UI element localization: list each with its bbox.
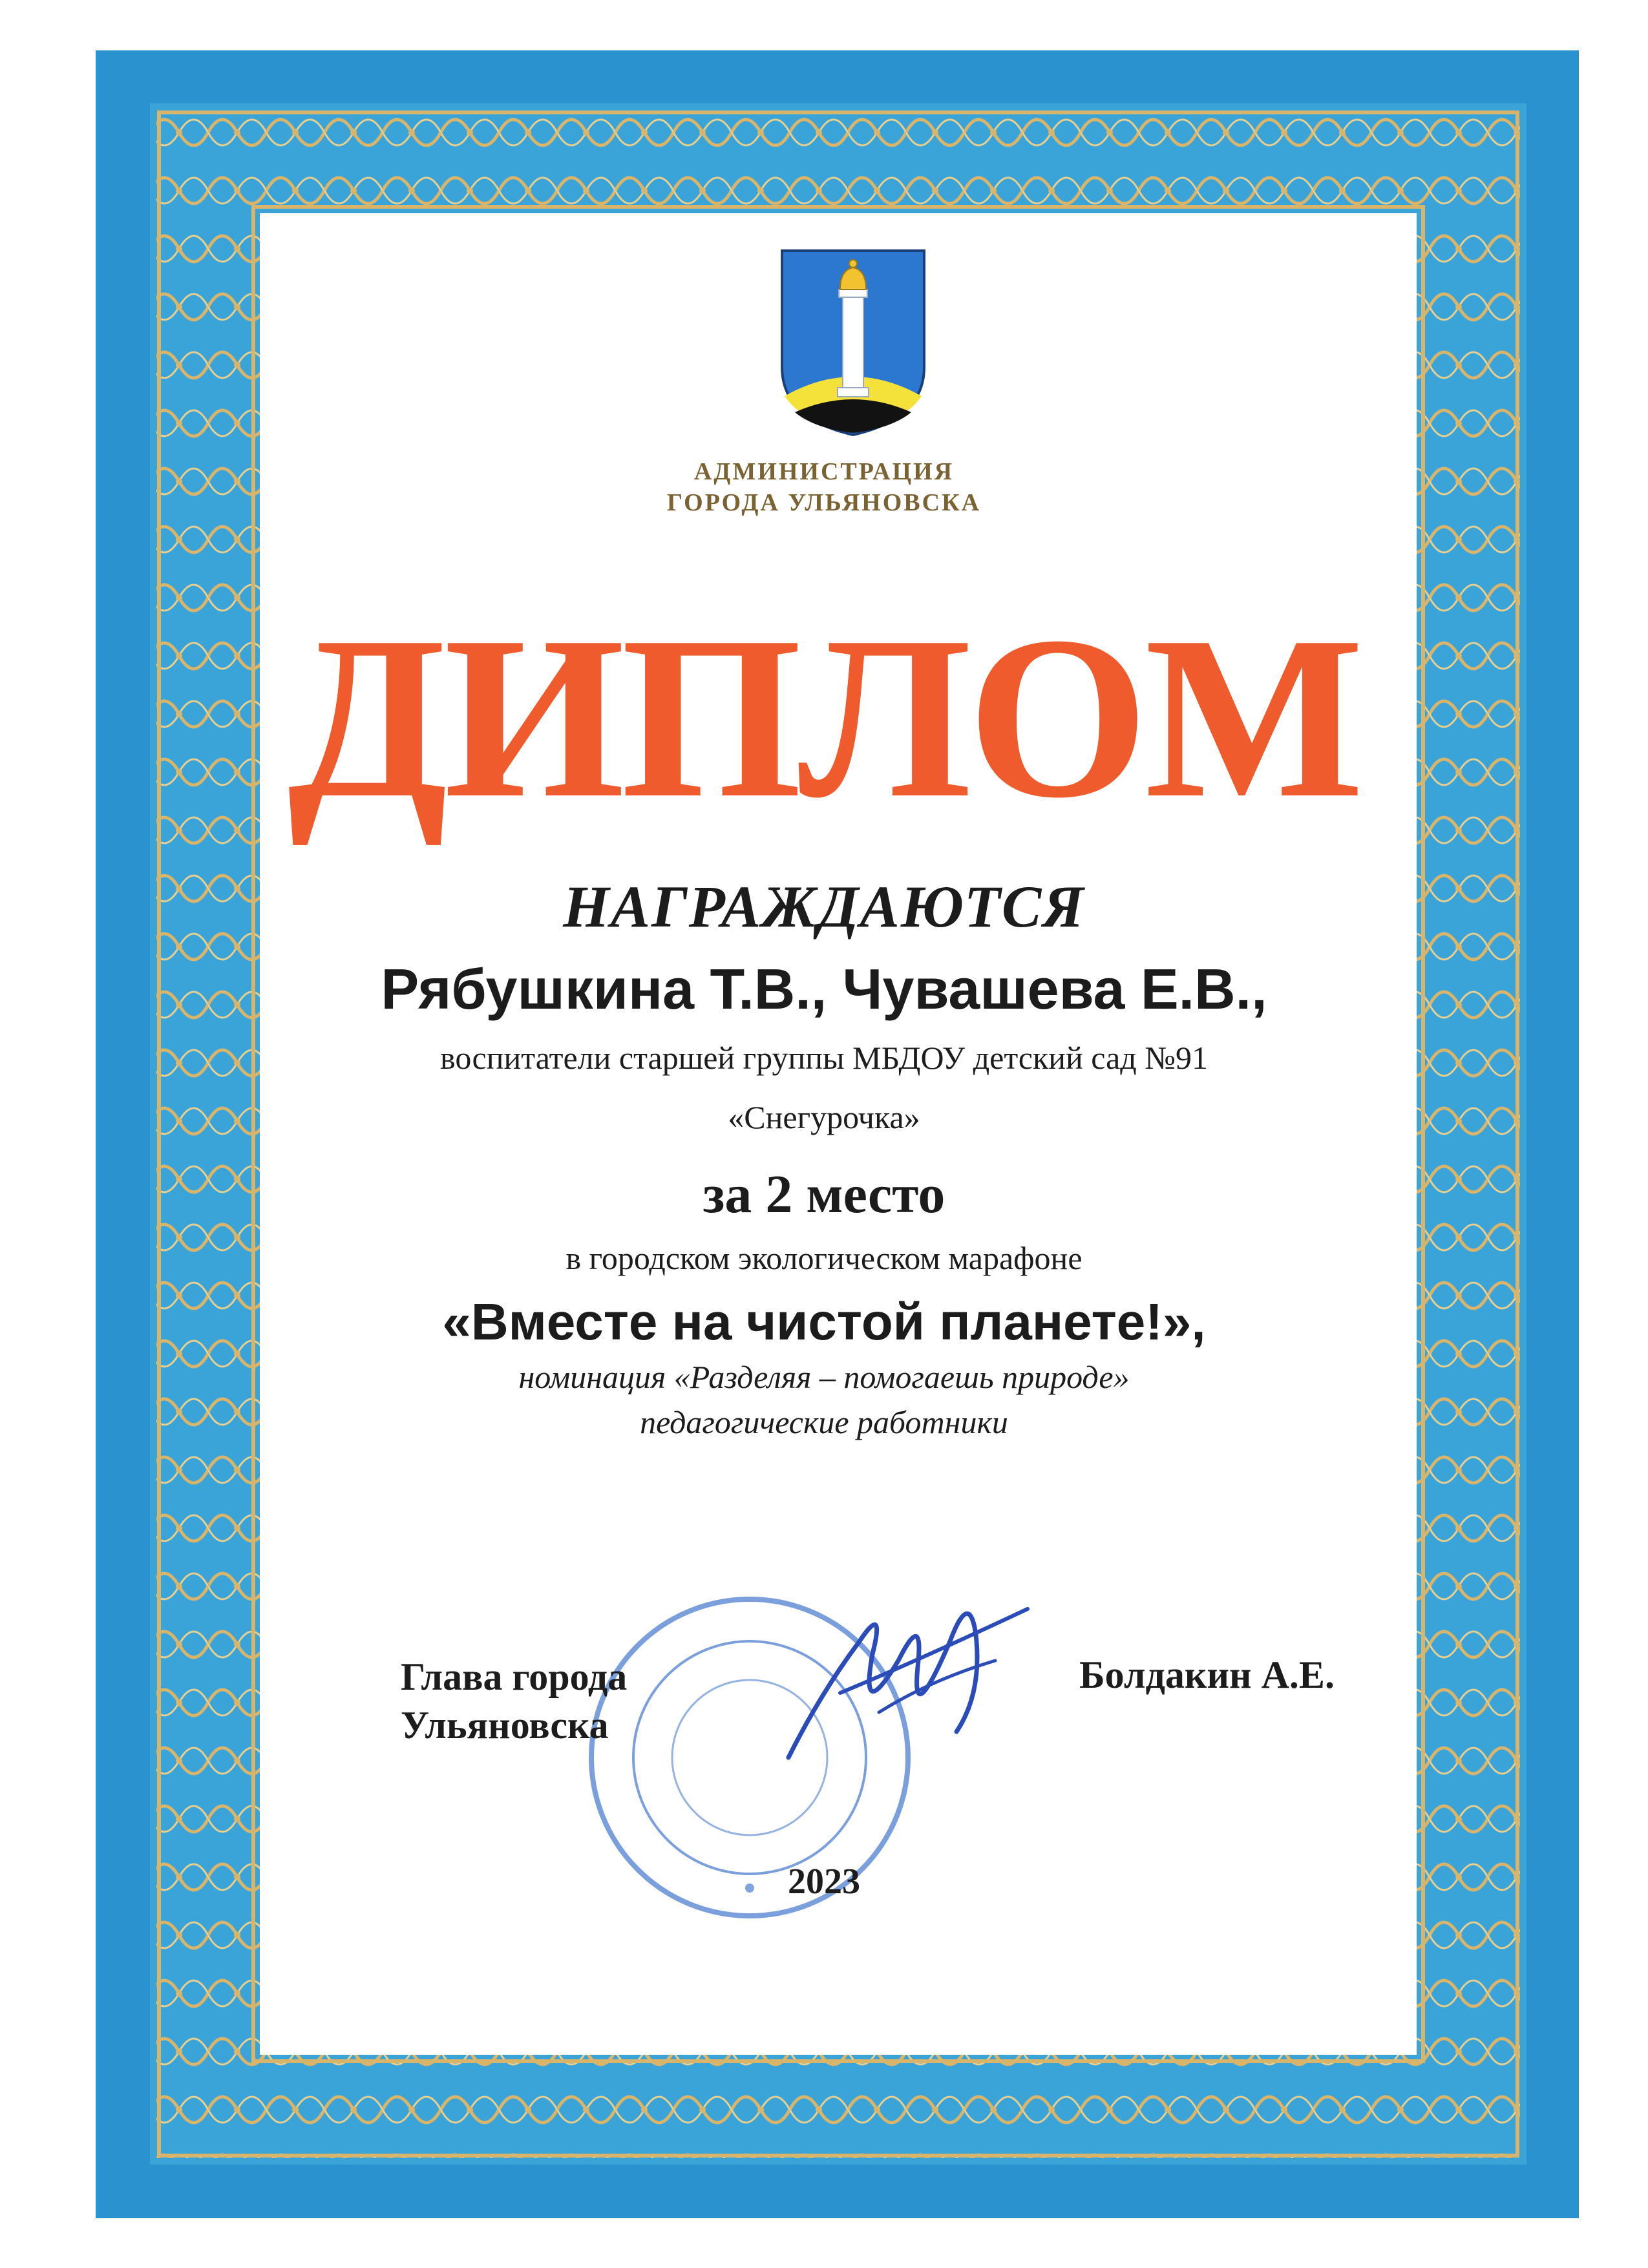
- recipient-institution: «Снегурочка»: [728, 1099, 920, 1135]
- signatory-name: Болдакин А.Е.: [1079, 1654, 1335, 1696]
- admin-name-line1: АДМИНИСТРАЦИЯ: [693, 458, 955, 485]
- ulyanovsk-coat-of-arms-icon: [776, 244, 931, 438]
- admin-name-line2: ГОРОДА УЛЬЯНОВСКА: [666, 489, 982, 516]
- recipient-names: Рябушкина Т.В., Чувашева Е.В.,: [381, 957, 1267, 1021]
- category: педагогические работники: [640, 1404, 1008, 1440]
- year: 2023: [788, 1862, 860, 1902]
- diploma-title: ДИПЛОМ: [288, 588, 1360, 846]
- signatory-title: [401, 1653, 627, 1750]
- award-place: за 2 место: [703, 1164, 945, 1224]
- signatory-title-line2: Ульяновска: [401, 1704, 609, 1747]
- nomination: номинация «Разделяя – помогаешь природе»: [518, 1359, 1130, 1395]
- handwritten-signature: [763, 1564, 1041, 1777]
- recipient-position: воспитатели старшей группы МБДОУ детский сад №91: [440, 1040, 1208, 1076]
- signatory-title-line1: Глава города: [401, 1655, 628, 1698]
- event-description: в городском экологическом марафоне: [565, 1240, 1083, 1276]
- event-title: «Вместе на чистой планете!»,: [442, 1293, 1206, 1350]
- awarded-heading: НАГРАЖДАЮТСЯ: [563, 874, 1085, 940]
